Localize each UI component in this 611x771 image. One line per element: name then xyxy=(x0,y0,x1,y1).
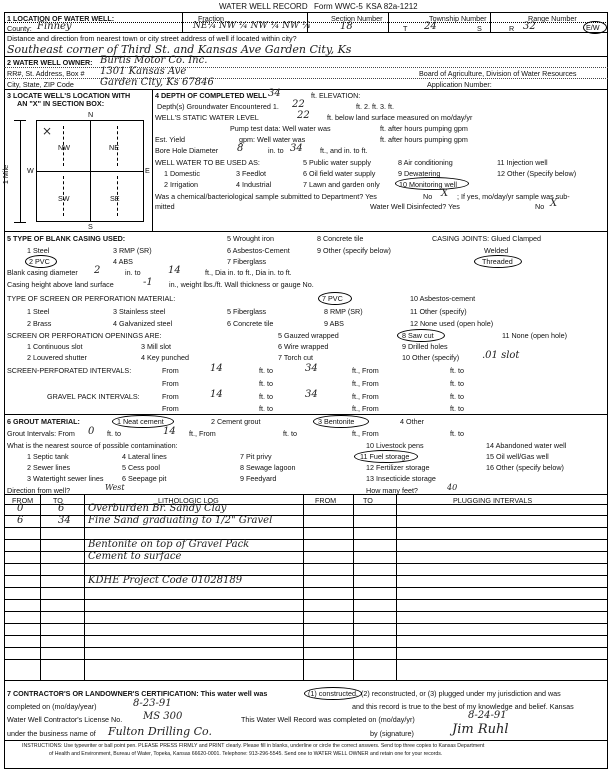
log-row-1-desc: Overburden Br. Sandy Clay xyxy=(88,503,227,514)
use-10: 10 Monitoring well xyxy=(399,180,457,189)
disinfected-label: Water Well Disinfected? Yes xyxy=(370,202,460,211)
log-header-to-2: TO xyxy=(363,496,373,505)
static-level-rest: ft. below land surface measured on mo/day/yr xyxy=(327,113,473,122)
section-6-label: 6 GROUT MATERIAL: xyxy=(7,417,80,426)
contam-11: 11 Fuel storage xyxy=(360,452,410,461)
range-label: Range Number xyxy=(528,14,577,23)
opening-7: 7 Torch cut xyxy=(278,353,314,362)
section-number-label: Section Number xyxy=(331,14,383,23)
opening-other-value: .01 slot xyxy=(482,350,520,361)
contam-13: 13 Insecticide storage xyxy=(366,474,436,483)
locator-n: N xyxy=(88,110,94,119)
section-1-label: 1 LOCATION OF WATER WELL: xyxy=(7,14,115,23)
application-label: Application Number: xyxy=(427,80,492,89)
casing-threaded: Threaded xyxy=(482,257,513,266)
contam-14: 14 Abandoned water well xyxy=(486,441,567,450)
locator-se: SE xyxy=(110,194,120,203)
locator-e: E xyxy=(145,166,150,175)
certification-constructed: (1) constructed, xyxy=(308,689,358,698)
contam-10: 10 Livestock pens xyxy=(366,441,424,450)
log-note-3: KDHE Project Code 01028189 xyxy=(88,575,243,586)
contam-5: 5 Cess pool xyxy=(122,463,160,472)
gp-to-3: ft. to xyxy=(259,404,273,413)
contam-7: 7 Pit privy xyxy=(240,452,272,461)
address-value: 1301 Kansas Ave xyxy=(100,66,187,77)
bacteriological-rest: ; If yes, mo/day/yr sample was sub- xyxy=(457,192,570,201)
casing-height-rest: in., weight lbs./ft. Wall thickness or gauge No. xyxy=(169,280,314,289)
board-label: Board of Agriculture, Division of Water Resources xyxy=(419,69,577,78)
casing-5: 5 Wrought iron xyxy=(227,234,275,243)
section-3-label: 3 LOCATE WELL'S LOCATION WITH xyxy=(7,91,131,100)
bacteriological-mitted: mitted xyxy=(155,202,175,211)
casing-diameter-in-to: in. to xyxy=(125,268,141,277)
contam-16: 16 Other (specify below) xyxy=(486,463,564,472)
casing-8: 8 Concrete tile xyxy=(317,234,364,243)
sp-to-4: ft. to xyxy=(450,379,464,388)
sp-ft-1: ft., From xyxy=(352,366,379,375)
sp-to-1: ft. to xyxy=(259,366,273,375)
business-value: Fulton Drilling Co. xyxy=(108,725,212,738)
distance-label: Distance and direction from nearest town or city street address of well if located within city? xyxy=(7,34,297,43)
sp-to-3: ft. to xyxy=(259,379,273,388)
locator-s: S xyxy=(88,222,93,231)
section-3-sublabel: AN "X" IN SECTION BOX: xyxy=(17,99,105,108)
ksa-reference: KSA 82a-1212 xyxy=(366,2,418,11)
opening-3: 3 Mill slot xyxy=(141,342,171,351)
instructions-line-1: INSTRUCTIONS: Use typewriter or ball point pen. PLEASE PRESS FIRMLY and PRINT clearly. Please fill in blanks, underline or circle the correct answers. Send top three copies to Kansas Department xyxy=(22,743,485,749)
use-5: 5 Public water supply xyxy=(303,158,371,167)
gp-to-2: ft. to xyxy=(450,392,464,401)
section-5-label: 5 TYPE OF BLANK CASING USED: xyxy=(7,234,126,243)
distance-value: Southeast corner of Third St. and Kansas Ave Garden City, Ks xyxy=(7,43,352,56)
screen-1: 1 Steel xyxy=(27,307,50,316)
section-7-label: 7 CONTRACTOR'S OR LANDOWNER'S CERTIFICATION: This water well was xyxy=(7,689,268,698)
grout-ft-label: ft., From xyxy=(189,429,216,438)
screen-9: 9 ABS xyxy=(324,319,344,328)
completed-date: 8-23-91 xyxy=(133,698,172,709)
contam-8: 8 Sewage lagoon xyxy=(240,463,296,472)
screen-material-label: TYPE OF SCREEN OR PERFORATION MATERIAL: xyxy=(7,294,176,303)
contam-1: 1 Septic tank xyxy=(27,452,69,461)
screen-3: 3 Stainless steel xyxy=(113,307,166,316)
static-level-value: 22 xyxy=(297,110,310,121)
opening-1: 1 Continuous slot xyxy=(27,342,83,351)
elevation-label: ft. ELEVATION: xyxy=(311,91,361,100)
grout-2: 2 Cement grout xyxy=(211,417,261,426)
contam-2: 2 Sewer lines xyxy=(27,463,71,472)
opening-10: 10 Other (specify) xyxy=(402,353,460,362)
contam-9: 9 Feedyard xyxy=(240,474,277,483)
use-2: 2 Irrigation xyxy=(164,180,198,189)
business-label: under the business name of xyxy=(7,729,96,738)
license-label: Water Well Contractor's License No. xyxy=(7,715,123,724)
opening-11: 11 None (open hole) xyxy=(502,331,567,340)
grout-to-2: ft. to xyxy=(283,429,297,438)
township-prefix: T xyxy=(403,24,408,33)
city-value: Garden City, Ks 67846 xyxy=(100,77,214,88)
address-label: RR#, St. Address, Box # xyxy=(7,69,85,78)
use-6: 6 Oil field water supply xyxy=(303,169,376,178)
screen-12: 12 None used (open hole) xyxy=(410,319,494,328)
signature-label: by (signature) xyxy=(370,729,414,738)
opening-6: 6 Wire wrapped xyxy=(278,342,329,351)
contam-12: 12 Fertilizer storage xyxy=(366,463,430,472)
feet-value: 40 xyxy=(447,483,458,492)
casing-1: 1 Steel xyxy=(27,246,50,255)
disinfected-no: No xyxy=(535,202,545,211)
grout-1: 1 Neat cement xyxy=(117,417,164,426)
grout-intervals-label: Grout Intervals: From xyxy=(7,429,75,438)
screen-5: 5 Fiberglass xyxy=(227,307,267,316)
bacteriological-no: No xyxy=(423,192,433,201)
use-11: 11 Injection well xyxy=(497,158,548,167)
county-value: Finney xyxy=(37,21,72,32)
gp-to-value: 34 xyxy=(305,389,318,400)
section-4-label: 4 DEPTH OF COMPLETED WELL xyxy=(155,91,267,100)
disinfected-mark: X xyxy=(550,198,558,209)
grout-4: 4 Other xyxy=(400,417,424,426)
opening-4: 4 Key punched xyxy=(141,353,189,362)
log-row-2-from: 6 xyxy=(17,515,24,526)
locator-sw: SW xyxy=(58,194,70,203)
use-12: 12 Other (Specify below) xyxy=(497,169,577,178)
casing-9: 9 Other (specify below) xyxy=(317,246,391,255)
log-row-2-desc: Fine Sand graduating to 1/2" Gravel xyxy=(88,515,273,526)
casing-welded: Welded xyxy=(484,246,509,255)
locator-nw: NW xyxy=(58,143,70,152)
log-header-plugging: PLUGGING INTERVALS xyxy=(453,496,533,505)
opening-8: 8 Saw cut xyxy=(402,331,434,340)
bore-label: Bore Hole Diameter xyxy=(155,146,219,155)
casing-diameter-rest: ft., Dia in. to ft., Dia in. to ft. xyxy=(205,268,292,277)
township-value: 24 xyxy=(424,21,437,32)
log-header-from-2: FROM xyxy=(315,496,337,505)
locator-x-mark: × xyxy=(42,124,53,138)
casing-diameter-label: Blank casing diameter xyxy=(7,268,78,277)
grout-to-3: ft. to xyxy=(450,429,464,438)
gp-from-value: 14 xyxy=(210,389,223,400)
completed-rest: and this record is true to the best of my knowledge and belief. Kansas xyxy=(352,702,574,711)
screen-4: 4 Galvanized steel xyxy=(113,319,173,328)
groundwater-1-value: 22 xyxy=(292,99,305,110)
grout-to-value: 14 xyxy=(163,426,176,437)
sp-from-value: 14 xyxy=(210,363,223,374)
use-1: 1 Domestic xyxy=(164,169,200,178)
direction-label: Direction from well? xyxy=(7,486,71,495)
contam-3: 3 Watertight sewer lines xyxy=(27,474,104,483)
groundwater-rest: ft. 2. ft. 3. ft. xyxy=(356,102,394,111)
screen-2: 2 Brass xyxy=(27,319,52,328)
log-row-1-to: 6 xyxy=(58,503,65,514)
log-row-1-from: 0 xyxy=(17,503,24,514)
pump-test-rest: ft. after hours pumping gpm xyxy=(380,124,468,133)
opening-9: 9 Drilled holes xyxy=(402,342,448,351)
log-header-to: TO xyxy=(53,496,63,505)
log-note-2: Cement to surface xyxy=(88,551,182,562)
casing-2: 2 PVC xyxy=(29,257,50,266)
log-header-from: FROM xyxy=(12,496,34,505)
use-9: 9 Dewatering xyxy=(398,169,441,178)
log-note-1: Bentonite on top of Gravel Pack xyxy=(88,539,250,550)
opening-2: 2 Louvered shutter xyxy=(27,353,87,362)
how-many-feet-label: How many feet? xyxy=(366,486,418,495)
screen-11: 11 Other (specify) xyxy=(410,307,467,316)
certification-rest: (2) reconstructed, or (3) plugged under my jurisdiction and was xyxy=(361,689,561,698)
bacteriological-label: Was a chemical/bacteriological sample submitted to Department? Yes xyxy=(155,192,377,201)
locator-ne: NE xyxy=(109,143,119,152)
form-title: WATER WELL RECORD xyxy=(219,2,308,11)
use-4: 4 Industrial xyxy=(236,180,272,189)
casing-height-label: Casing height above land surface xyxy=(7,280,114,289)
screen-10: 10 Asbestos-cement xyxy=(410,294,476,303)
section-2-label: 2 WATER WELL OWNER: xyxy=(7,58,93,67)
gp-ft-2: ft., From xyxy=(352,404,379,413)
completed-label: completed on (mo/day/year) xyxy=(7,702,97,711)
gravel-pack-label: GRAVEL PACK INTERVALS: xyxy=(47,392,140,401)
fraction-value: NE¼ NW ¼ NW ¼ NW ¼ xyxy=(193,21,311,31)
use-7: 7 Lawn and garden only xyxy=(303,180,380,189)
signature-value: Jim Ruhl xyxy=(452,722,509,737)
range-prefix: R xyxy=(509,24,515,33)
bacteriological-mark: X xyxy=(441,188,449,199)
gp-from-2: From xyxy=(162,404,179,413)
locator-w: W xyxy=(27,166,34,175)
bore-in-to: in. to xyxy=(268,146,284,155)
range-value: 32 xyxy=(523,21,536,32)
opening-5: 5 Gauzed wrapped xyxy=(278,331,339,340)
grout-from-value: 0 xyxy=(88,426,95,437)
pump-test-label: Pump test data: Well water was xyxy=(230,124,331,133)
township-label: Township Number xyxy=(429,14,487,23)
range-ew: E/W xyxy=(586,23,600,32)
contamination-label: What is the nearest source of possible contamination: xyxy=(7,441,178,450)
direction-value: West xyxy=(105,483,125,492)
license-value: MS 300 xyxy=(143,711,183,722)
water-use-label: WELL WATER TO BE USED AS: xyxy=(155,158,260,167)
sp-to-2: ft. to xyxy=(450,366,464,375)
casing-diameter-to-value: 14 xyxy=(168,265,181,276)
use-3: 3 Feedlot xyxy=(236,169,266,178)
form-number: Form WWC-5 xyxy=(314,2,363,11)
screen-7: 7 PVC xyxy=(322,294,343,303)
casing-3: 3 RMP (SR) xyxy=(113,246,152,255)
screen-8: 8 RMP (SR) xyxy=(324,307,363,316)
sp-ft-2: ft., From xyxy=(352,379,379,388)
depth-value: 34 xyxy=(268,88,281,99)
gp-from-1: From xyxy=(162,392,179,401)
casing-7: 7 Fiberglass xyxy=(227,257,267,266)
gp-ft-1: ft., From xyxy=(352,392,379,401)
casing-6: 6 Asbestos-Cement xyxy=(227,246,290,255)
est-yield-label: Est. Yield xyxy=(155,135,185,144)
casing-height-value: -1 xyxy=(143,277,153,288)
static-level-label: WELL'S STATIC WATER LEVEL xyxy=(155,113,259,122)
grout-to-label: ft. to xyxy=(107,429,121,438)
contam-6: 6 Seepage pit xyxy=(122,474,167,483)
bore-to-value: 34 xyxy=(290,143,303,154)
gp-to-1: ft. to xyxy=(259,392,273,401)
grout-3: 3 Bentonite xyxy=(318,417,355,426)
bore-rest: ft., and in. to ft. xyxy=(320,146,368,155)
sp-to-value: 34 xyxy=(305,363,318,374)
contam-15: 15 Oil well/Gas well xyxy=(486,452,549,461)
contam-4: 4 Lateral lines xyxy=(122,452,167,461)
record-completed-label: This Water Well Record was completed on (mo/day/yr) xyxy=(241,715,415,724)
casing-diameter-value: 2 xyxy=(94,265,101,276)
groundwater-label: Depth(s) Groundwater Encountered 1. xyxy=(157,102,279,111)
casing-4: 4 ABS xyxy=(113,257,133,266)
sp-from-2: From xyxy=(162,379,179,388)
casing-joints: CASING JOINTS: Glued Clamped xyxy=(432,234,542,243)
screen-perforated-label: SCREEN-PERFORATED INTERVALS: xyxy=(7,366,132,375)
bore-value: 8 xyxy=(237,143,244,154)
use-8: 8 Air conditioning xyxy=(398,158,453,167)
section-number-value: 18 xyxy=(340,21,353,32)
est-yield-mid: gpm: Well water was xyxy=(239,135,306,144)
county-label: County: xyxy=(7,24,32,33)
city-label: City, State, ZIP Code xyxy=(7,80,74,89)
est-yield-rest: ft. after hours pumping gpm xyxy=(380,135,468,144)
log-header-lithologic: LITHOLOGIC LOG xyxy=(158,496,219,505)
gp-to-4: ft. to xyxy=(450,404,464,413)
instructions-line-2: of Health and Environment, Bureau of Water, Topeka, Kansas 66620-0001. Telephone: 913-296-5545. Send one to WATER WELL OWNER and retain one for your records. xyxy=(49,751,443,757)
grout-ft-2: ft., From xyxy=(352,429,379,438)
locator-mile: 1 Mile xyxy=(1,164,11,185)
log-row-2-to: 34 xyxy=(58,515,71,526)
owner-value: Burtis Motor Co. Inc. xyxy=(100,55,208,66)
township-suffix: S xyxy=(477,24,482,33)
record-completed-date: 8-24-91 xyxy=(468,710,507,721)
openings-label: SCREEN OR PERFORATION OPENINGS ARE: xyxy=(7,331,162,340)
fraction-label: Fraction xyxy=(198,14,224,23)
screen-6: 6 Concrete tile xyxy=(227,319,274,328)
sp-from-1: From xyxy=(162,366,179,375)
